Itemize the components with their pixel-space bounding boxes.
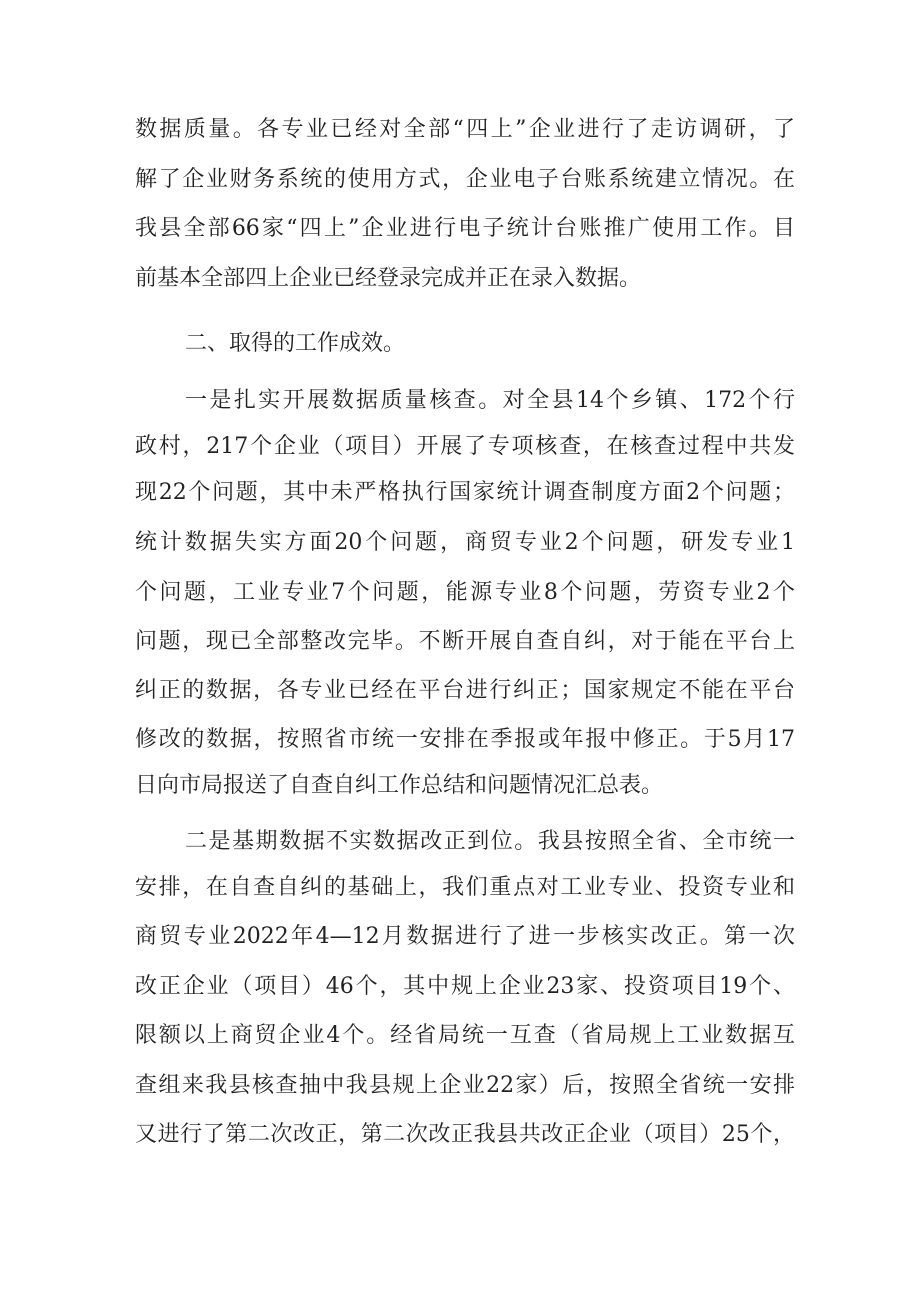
text-line: 限额以上商贸企业4个。经省局统一互查（省局规上工业数据互 <box>135 1023 795 1048</box>
text-line: 日向市局报送了自查自纠工作总结和问题情况汇总表。 <box>135 773 664 798</box>
text-line: 个问题，工业专业7个问题，能源专业8个问题，劳资专业2个 <box>135 580 795 605</box>
text-line: 数据质量。各专业已经对全部“四上”企业进行了走访调研，了 <box>135 117 795 142</box>
text-line: 查组来我县核查抽中我县规上企业22家）后，按照全省统一安排 <box>135 1073 795 1098</box>
text-line: 现22个问题，其中未严格执行国家统计调查制度方面2个问题； <box>135 480 795 505</box>
text-line: 解了企业财务系统的使用方式，企业电子台账系统建立情况。在 <box>135 167 795 192</box>
text-line: 安排，在自查自纠的基础上，我们重点对工业专业、投资专业和 <box>135 875 795 900</box>
text-line: 改正企业（项目）46个，其中规上企业23家、投资项目19个、 <box>135 974 795 999</box>
text-line: 我县全部66家“四上”企业进行电子统计台账推广使用工作。目 <box>135 216 795 241</box>
text-line: 问题，现已全部整改完毕。不断开展自查自纠，对于能在平台上 <box>135 629 795 654</box>
text-line: 政村，217个企业（项目）开展了专项核查，在核查过程中共发 <box>135 434 795 459</box>
text-line: 又进行了第二次改正，第二次改正我县共改正企业（项目）25个， <box>135 1122 795 1147</box>
text-line: 前基本全部四上企业已经登录完成并正在录入数据。 <box>135 266 642 291</box>
text-line: 商贸专业2022年4—12月数据进行了进一步核实改正。第一次 <box>135 924 795 949</box>
text-line: 修改的数据，按照省市统一安排在季报或年报中修正。于5月17 <box>135 727 795 752</box>
text-line: 一是扎实开展数据质量核查。对全县14个乡镇、172个行 <box>185 388 795 413</box>
text-line: 统计数据失实方面20个问题，商贸专业2个问题，研发专业1 <box>135 530 795 555</box>
text-line: 二是基期数据不实数据改正到位。我县按照全省、全市统一 <box>185 829 795 854</box>
section-heading: 二、取得的工作成效。 <box>185 331 406 356</box>
text-line: 纠正的数据，各专业已经在平台进行纠正；国家规定不能在平台 <box>135 678 795 703</box>
